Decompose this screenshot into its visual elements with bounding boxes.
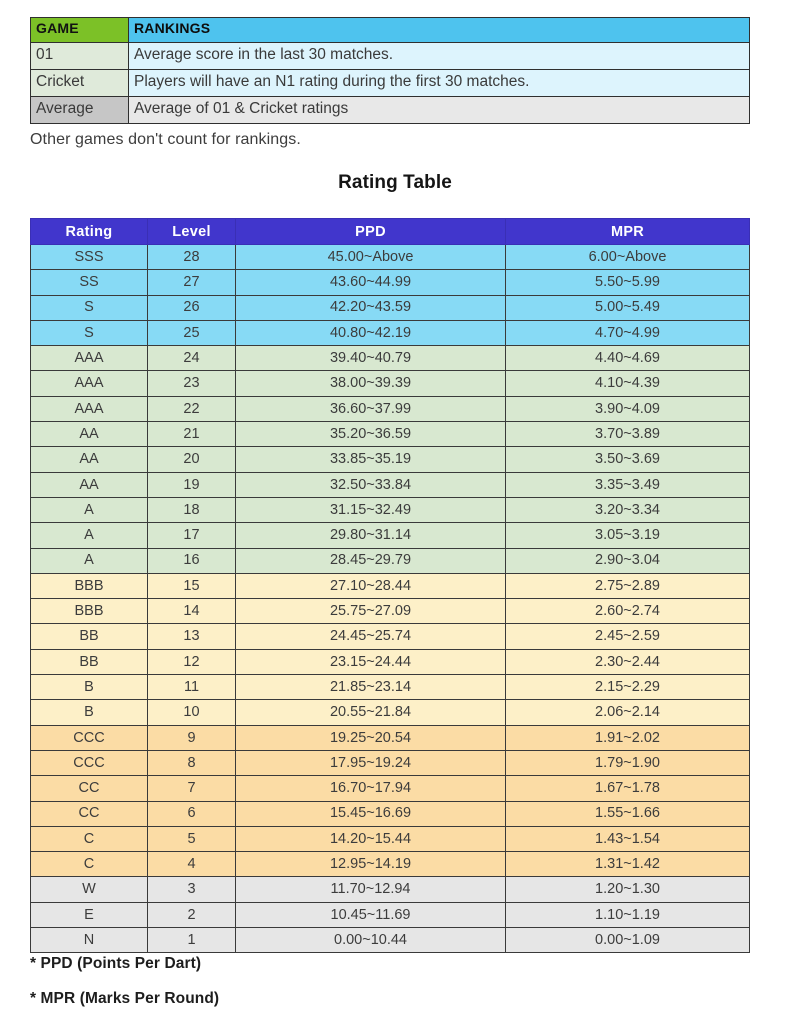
rating-table-head [31,219,750,245]
rating-cell-ppd: 31.15~32.49 [236,497,506,522]
rating-cell-mpr: 2.15~2.29 [506,675,750,700]
rating-cell-level: 25 [148,320,236,345]
rating-cell-ppd: 36.60~37.99 [236,396,506,421]
rating-cell-grade: B [31,675,148,700]
rating-cell-mpr: 1.43~1.54 [506,826,750,851]
rating-cell-grade: AA [31,472,148,497]
rating-cell-ppd: 11.70~12.94 [236,877,506,902]
rating-cell-mpr: 3.20~3.34 [506,497,750,522]
rating-table-container [30,218,749,953]
rating-table-row [31,497,750,522]
rating-cell-level: 27 [148,270,236,295]
rating-table-row [31,270,750,295]
rating-cell-mpr: 4.10~4.39 [506,371,750,396]
rating-cell-ppd: 14.20~15.44 [236,826,506,851]
rating-cell-level: 20 [148,447,236,472]
footnote-mpr: * MPR (Marks Per Round) [30,990,220,1007]
games-cell-game: Cricket [31,70,129,97]
rating-cell-mpr: 2.60~2.74 [506,599,750,624]
rating-cell-ppd: 23.15~24.44 [236,649,506,674]
games-rankings-table-body [31,18,750,124]
rating-cell-grade: N [31,928,148,953]
rating-cell-ppd: 12.95~14.19 [236,852,506,877]
games-header-game: GAME [31,18,129,43]
rating-cell-grade: AAA [31,396,148,421]
rating-cell-grade: CCC [31,725,148,750]
games-rankings-table-container [30,17,749,124]
games-cell-description: Average score in the last 30 matches. [129,43,750,70]
games-table-row [31,70,750,97]
rating-table-header-row [31,219,750,245]
rating-table-row [31,776,750,801]
rating-cell-ppd: 29.80~31.14 [236,523,506,548]
rating-cell-level: 12 [148,649,236,674]
rating-cell-grade: A [31,548,148,573]
rating-cell-level: 15 [148,573,236,598]
rating-cell-level: 28 [148,245,236,270]
games-header-rankings: RANKINGS [129,18,750,43]
rating-cell-level: 6 [148,801,236,826]
rating-table-row [31,877,750,902]
rating-cell-level: 16 [148,548,236,573]
rating-cell-mpr: 1.67~1.78 [506,776,750,801]
rating-cell-mpr: 4.70~4.99 [506,320,750,345]
rating-cell-ppd: 21.85~23.14 [236,675,506,700]
rating-table-row [31,624,750,649]
rating-cell-grade: C [31,826,148,851]
rating-table-row [31,245,750,270]
rating-cell-level: 21 [148,422,236,447]
games-table-header-row [31,18,750,43]
rating-cell-level: 7 [148,776,236,801]
rating-cell-level: 18 [148,497,236,522]
rating-table-row [31,928,750,953]
rating-table-row [31,472,750,497]
rating-cell-ppd: 28.45~29.79 [236,548,506,573]
rating-table-row [31,295,750,320]
games-table-row [31,43,750,70]
rating-cell-ppd: 24.45~25.74 [236,624,506,649]
rating-cell-grade: BB [31,624,148,649]
rating-cell-level: 19 [148,472,236,497]
rating-table-row [31,396,750,421]
rating-table-row [31,573,750,598]
rating-table-row [31,599,750,624]
rating-cell-level: 8 [148,750,236,775]
rating-cell-ppd: 10.45~11.69 [236,902,506,927]
rating-cell-grade: SSS [31,245,148,270]
rating-cell-ppd: 19.25~20.54 [236,725,506,750]
rating-cell-ppd: 25.75~27.09 [236,599,506,624]
rating-cell-grade: A [31,523,148,548]
rating-cell-mpr: 1.10~1.19 [506,902,750,927]
rating-cell-ppd: 16.70~17.94 [236,776,506,801]
rating-cell-level: 4 [148,852,236,877]
rating-cell-mpr: 3.05~3.19 [506,523,750,548]
rating-cell-mpr: 1.20~1.30 [506,877,750,902]
rating-table-row [31,649,750,674]
rating-cell-level: 23 [148,371,236,396]
rating-cell-ppd: 33.85~35.19 [236,447,506,472]
rating-table-row [31,826,750,851]
rating-cell-level: 14 [148,599,236,624]
rating-table-title: Rating Table [338,172,452,193]
other-games-note: Other games don't count for rankings. [30,131,301,148]
rating-cell-ppd: 40.80~42.19 [236,320,506,345]
rating-table-row [31,902,750,927]
rating-cell-mpr: 2.45~2.59 [506,624,750,649]
rating-cell-grade: S [31,320,148,345]
rating-cell-level: 24 [148,346,236,371]
rating-cell-level: 26 [148,295,236,320]
rating-cell-ppd: 20.55~21.84 [236,700,506,725]
rating-table-body [31,245,750,953]
rating-column-header-mpr: MPR [506,219,750,245]
rating-table-row [31,320,750,345]
rating-cell-ppd: 0.00~10.44 [236,928,506,953]
rating-cell-level: 1 [148,928,236,953]
rating-cell-mpr: 5.50~5.99 [506,270,750,295]
rating-cell-ppd: 35.20~36.59 [236,422,506,447]
rating-cell-grade: W [31,877,148,902]
rating-cell-grade: E [31,902,148,927]
rating-table-row [31,700,750,725]
rating-cell-grade: CC [31,776,148,801]
rating-cell-grade: SS [31,270,148,295]
rating-cell-ppd: 15.45~16.69 [236,801,506,826]
footnote-ppd: * PPD (Points Per Dart) [30,955,202,972]
rating-table-row [31,371,750,396]
rating-cell-mpr: 6.00~Above [506,245,750,270]
rating-cell-mpr: 3.70~3.89 [506,422,750,447]
rating-cell-grade: BB [31,649,148,674]
rating-table-row [31,548,750,573]
games-cell-game: 01 [31,43,129,70]
rating-cell-level: 3 [148,877,236,902]
rating-table-row [31,523,750,548]
rating-cell-grade: AA [31,422,148,447]
rating-cell-grade: BBB [31,573,148,598]
rating-cell-mpr: 4.40~4.69 [506,346,750,371]
rating-column-header-rating: Rating [31,219,148,245]
rating-cell-level: 10 [148,700,236,725]
rating-cell-level: 17 [148,523,236,548]
rating-cell-ppd: 43.60~44.99 [236,270,506,295]
rating-cell-level: 5 [148,826,236,851]
rating-cell-mpr: 1.91~2.02 [506,725,750,750]
rating-cell-mpr: 0.00~1.09 [506,928,750,953]
rating-cell-grade: AA [31,447,148,472]
rating-cell-ppd: 45.00~Above [236,245,506,270]
rating-table-row [31,750,750,775]
rating-table-row [31,801,750,826]
rating-cell-level: 22 [148,396,236,421]
rating-table-row [31,447,750,472]
rating-cell-level: 2 [148,902,236,927]
rating-cell-grade: BBB [31,599,148,624]
rating-cell-level: 9 [148,725,236,750]
games-cell-description: Average of 01 & Cricket ratings [129,97,750,124]
rating-cell-mpr: 1.55~1.66 [506,801,750,826]
games-rankings-table [30,17,750,124]
rating-table-row [31,852,750,877]
rating-column-header-level: Level [148,219,236,245]
rating-cell-ppd: 27.10~28.44 [236,573,506,598]
rating-table-row [31,675,750,700]
rating-table-row [31,422,750,447]
rating-cell-level: 13 [148,624,236,649]
rating-cell-mpr: 3.90~4.09 [506,396,750,421]
rating-table-row [31,725,750,750]
rating-cell-grade: AAA [31,371,148,396]
rating-cell-ppd: 32.50~33.84 [236,472,506,497]
rating-cell-grade: B [31,700,148,725]
rating-cell-grade: CCC [31,750,148,775]
rating-cell-grade: C [31,852,148,877]
rating-cell-mpr: 2.90~3.04 [506,548,750,573]
rating-cell-ppd: 39.40~40.79 [236,346,506,371]
rating-cell-ppd: 17.95~19.24 [236,750,506,775]
rating-table-row [31,346,750,371]
rating-cell-grade: CC [31,801,148,826]
rating-cell-mpr: 2.06~2.14 [506,700,750,725]
games-cell-game: Average [31,97,129,124]
rating-cell-mpr: 1.31~1.42 [506,852,750,877]
rating-table [30,218,750,953]
rating-cell-mpr: 3.50~3.69 [506,447,750,472]
rating-cell-mpr: 5.00~5.49 [506,295,750,320]
rating-cell-grade: AAA [31,346,148,371]
rating-cell-ppd: 38.00~39.39 [236,371,506,396]
rating-cell-mpr: 2.30~2.44 [506,649,750,674]
rating-cell-mpr: 2.75~2.89 [506,573,750,598]
rating-cell-grade: S [31,295,148,320]
rating-cell-mpr: 1.79~1.90 [506,750,750,775]
games-cell-description: Players will have an N1 rating during the first 30 matches. [129,70,750,97]
rating-cell-ppd: 42.20~43.59 [236,295,506,320]
rating-cell-grade: A [31,497,148,522]
rating-cell-mpr: 3.35~3.49 [506,472,750,497]
rating-column-header-ppd: PPD [236,219,506,245]
games-table-row [31,97,750,124]
rating-cell-level: 11 [148,675,236,700]
